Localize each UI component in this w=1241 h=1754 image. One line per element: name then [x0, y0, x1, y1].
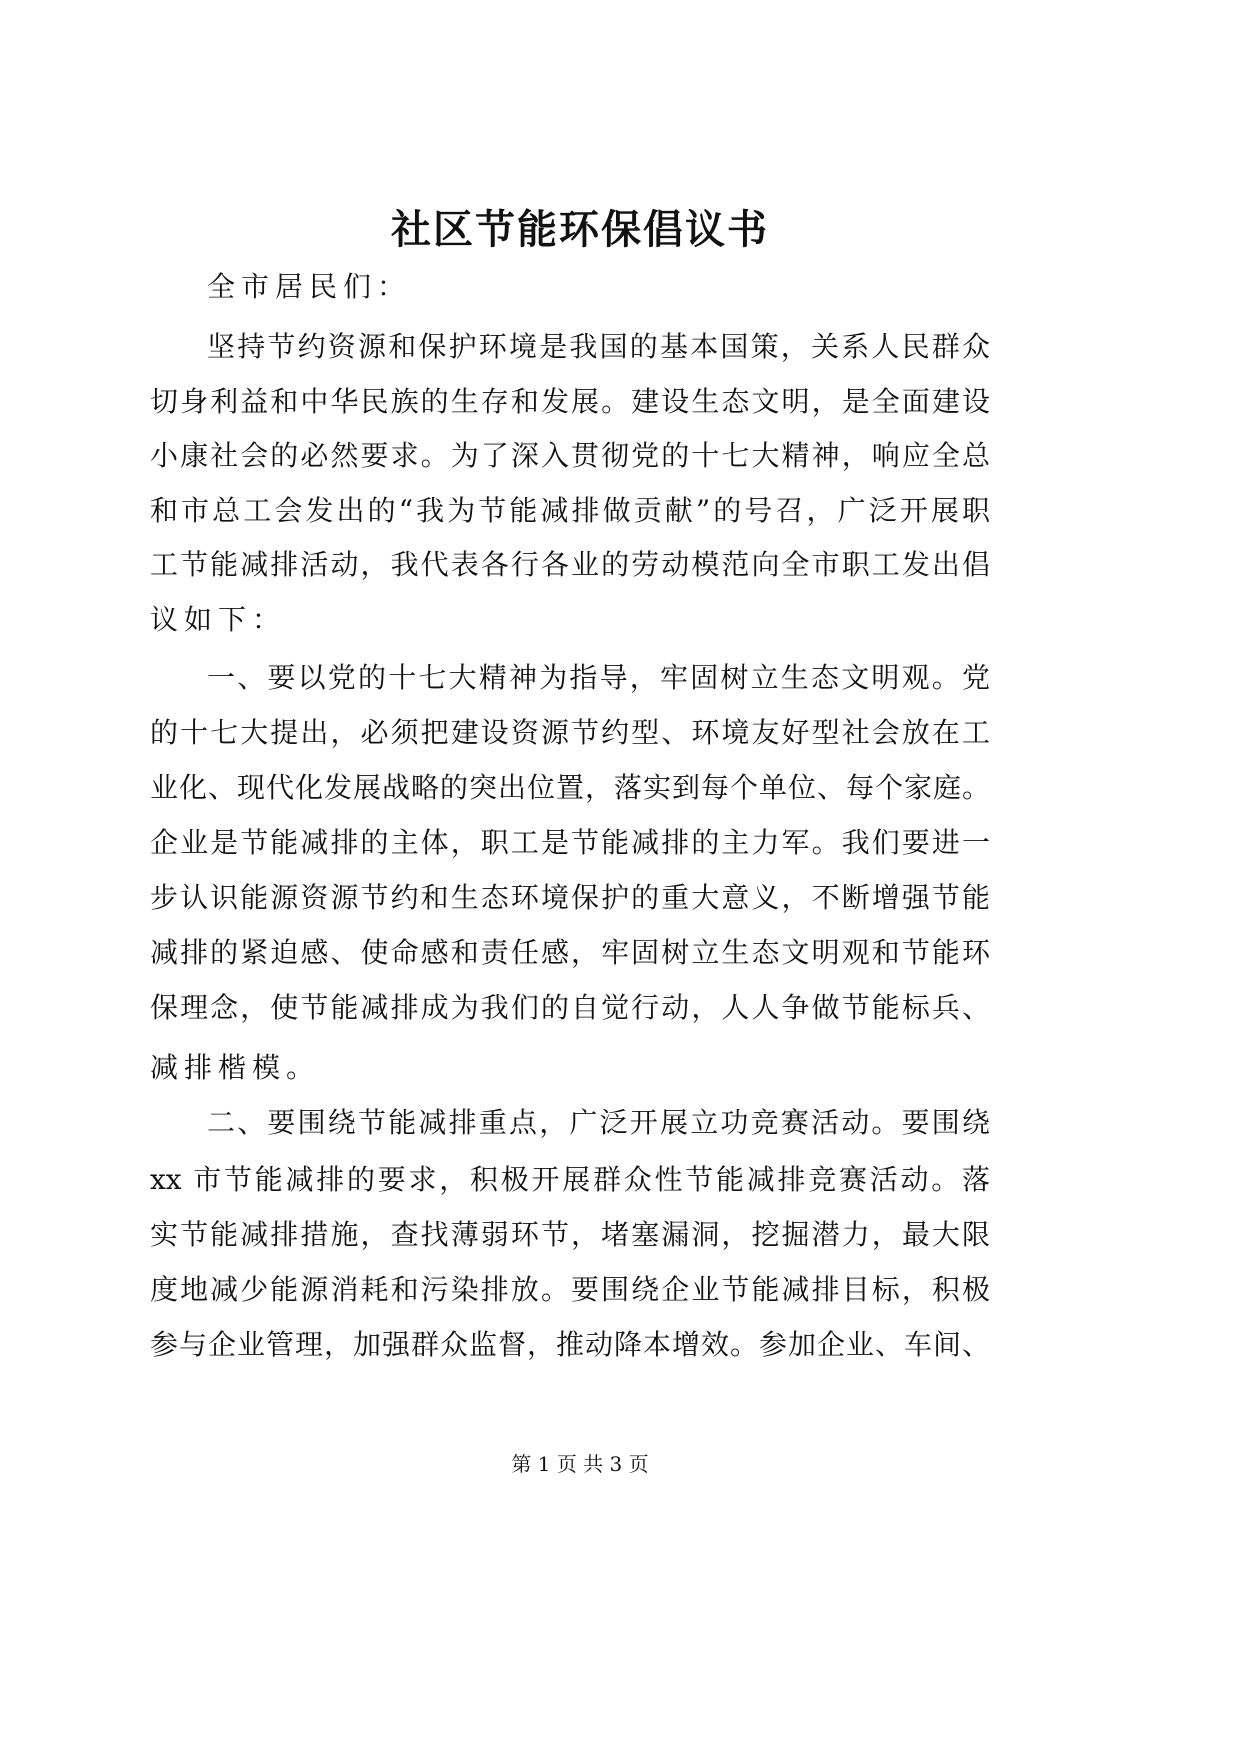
- text-line: 二、要围绕节能减排重点，广泛开展立功竞赛活动。要围绕: [207, 1106, 990, 1139]
- text-line: 和市总工会发出的“我为节能减排做贡献”的号召，广泛开展职: [150, 494, 990, 527]
- text-line: 小康社会的必然要求。为了深入贯彻党的十七大精神，响应全总: [150, 439, 990, 472]
- text-line: 减排的紧迫感、使命感和责任感，牢固树立生态文明观和节能环: [150, 936, 990, 969]
- text-line: 企业是节能减排的主体，职工是节能减排的主力军。我们要进一: [150, 826, 990, 859]
- document-title: 社区节能环保倡议书: [391, 206, 769, 253]
- text-line: 议如下：: [150, 603, 287, 636]
- text-line: 参与企业管理，加强群众监督，推动降本增效。参加企业、车间、: [150, 1328, 990, 1361]
- text-line: 工节能减排活动，我代表各行各业的劳动模范向全市职工发出倡: [150, 548, 990, 581]
- page-number-footer: 第 1 页 共 3 页: [511, 1452, 649, 1476]
- text-line: 度地减少能源消耗和污染排放。要围绕企业节能减排目标，积极: [150, 1273, 990, 1306]
- text-line: 坚持节约资源和保护环境是我国的基本国策，关系人民群众: [207, 330, 990, 363]
- text-line: 步认识能源资源节约和生态环境保护的重大意义，不断增强节能: [150, 881, 990, 914]
- text-line: 减排楷模。: [150, 1051, 321, 1084]
- text-line: 的十七大提出，必须把建设资源节约型、环境友好型社会放在工: [150, 716, 990, 749]
- text-line: 切身利益和中华民族的生存和发展。建设生态文明，是全面建设: [150, 385, 990, 418]
- salutation: 全市居民们：: [207, 270, 412, 303]
- text-line: 保理念，使节能减排成为我们的自觉行动，人人争做节能标兵、: [150, 991, 990, 1024]
- text-line: xx 市节能减排的要求，积极开展群众性节能减排竞赛活动。落: [150, 1163, 990, 1196]
- text-line: 业化、现代化发展战略的突出位置，落实到每个单位、每个家庭。: [150, 771, 990, 804]
- text-line: 实节能减排措施，查找薄弱环节，堵塞漏洞，挖掘潜力，最大限: [150, 1218, 990, 1251]
- text-line: 一、要以党的十七大精神为指导，牢固树立生态文明观。党: [207, 661, 990, 694]
